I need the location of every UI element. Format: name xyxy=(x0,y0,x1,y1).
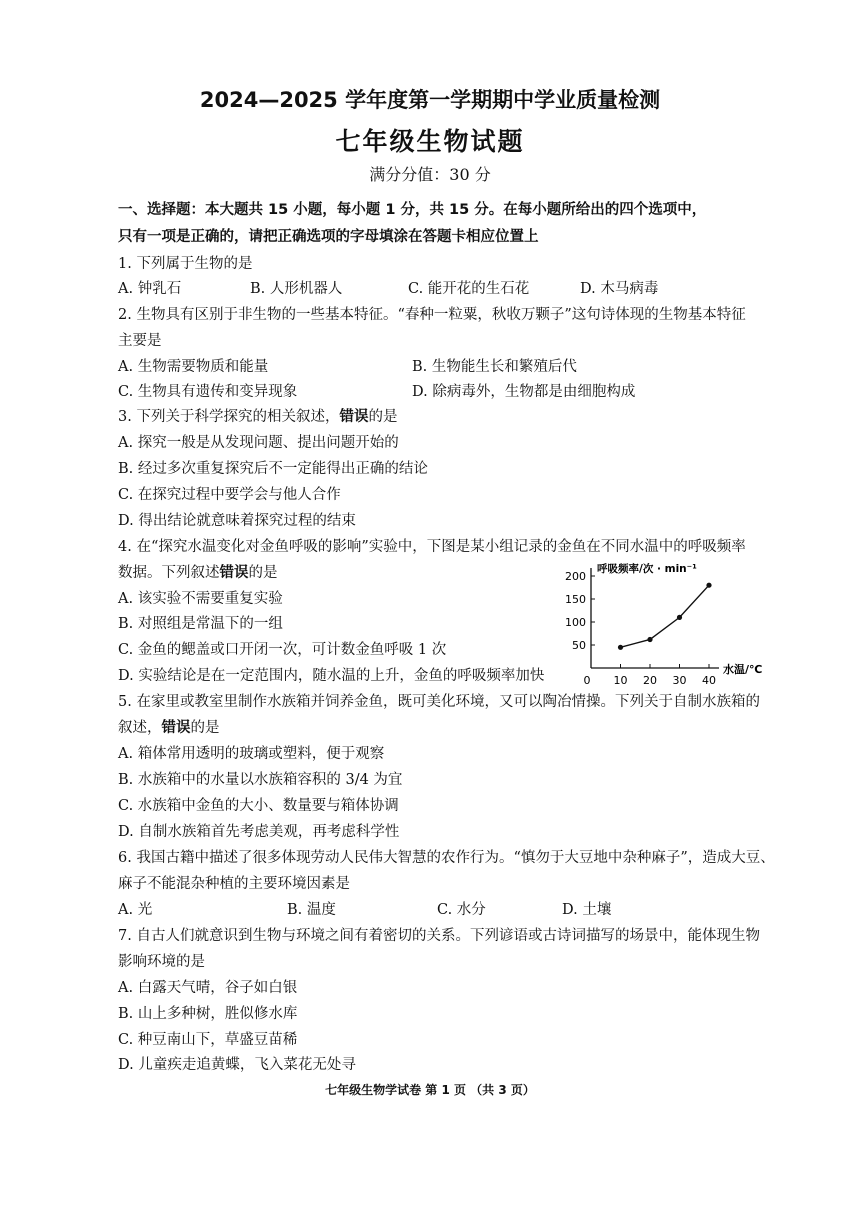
x-tick-label: 20 xyxy=(643,674,657,687)
q5-option-c: C. 水族箱中金鱼的大小、数量要与箱体协调 xyxy=(118,798,399,814)
q5-stem-emphasis: 错误 xyxy=(161,720,191,736)
respiration-chart xyxy=(555,558,763,688)
q3-stem-pre: 3. 下列关于科学探究的相关叙述， xyxy=(118,409,340,425)
q3-stem xyxy=(118,407,397,427)
q5-stem-2 xyxy=(118,718,220,738)
q3-option-c: C. 在探究过程中要学会与他人合作 xyxy=(118,487,341,503)
q2-option-b: B. 生物能生长和繁殖后代 xyxy=(412,359,577,375)
q6-option-a: A. 光 xyxy=(118,902,153,918)
y-axis-label: 呼吸频率/次 · min⁻¹ xyxy=(597,563,697,575)
x-tick-label: 30 xyxy=(672,674,687,687)
q3-stem-emphasis: 错误 xyxy=(339,409,369,425)
q4-stem-emphasis: 错误 xyxy=(219,565,249,581)
q5-option-a: A. 箱体常用透明的玻璃或塑料，便于观察 xyxy=(118,746,385,762)
page-footer: 七年级生物学试卷 第 1 页 （共 3 页） xyxy=(325,1083,535,1097)
q5-stem-1: 5. 在家里或教室里制作水族箱并饲养金鱼，既可美化环境，又可以陶冶情操。下列关于自制水族箱的 xyxy=(118,694,760,710)
y-tick-label: 50 xyxy=(572,639,586,652)
q1-stem: 1. 下列属于生物的是 xyxy=(118,256,253,272)
subject-title: 七年级生物试题 xyxy=(335,127,525,156)
q4-stem-2 xyxy=(118,563,278,583)
q5-stem-post: 的是 xyxy=(190,720,220,736)
q3-option-d: D. 得出结论就意味着探究过程的结束 xyxy=(118,513,356,529)
q4-option-c: C. 金鱼的鳃盖或口开闭一次，可计数金鱼呼吸 1 次 xyxy=(118,642,447,658)
data-point xyxy=(647,637,652,642)
q6-option-d: D. 土壤 xyxy=(562,902,612,918)
q4-stem-1: 4. 在“探究水温变化对金鱼呼吸的影响”实验中，下图是某小组记录的金鱼在不同水温中的呼吸频率 xyxy=(118,539,746,555)
q1-option-b: B. 人形机器人 xyxy=(250,281,343,297)
q7-stem-1: 7. 自古人们就意识到生物与环境之间有着密切的关系。下列谚语或古诗词描写的场景中，能体现生物 xyxy=(118,928,760,944)
q7-option-d: D. 儿童疾走追黄蝶，飞入菜花无处寻 xyxy=(118,1057,356,1073)
q4-option-b: B. 对照组是常温下的一组 xyxy=(118,616,283,632)
section-instruction-2: 只有一项是正确的，请把正确选项的字母填涂在答题卡相应位置上 xyxy=(118,229,539,245)
q3-option-a: A. 探究一般是从发现问题、提出问题开始的 xyxy=(118,435,399,451)
q3-option-b: B. 经过多次重复探究后不一定能得出正确的结论 xyxy=(118,461,428,477)
q6-option-c: C. 水分 xyxy=(437,902,486,918)
q5-option-d: D. 自制水族箱首先考虑美观，再考虑科学性 xyxy=(118,824,400,840)
q4-stem-post: 的是 xyxy=(248,565,278,581)
q2-option-c: C. 生物具有遗传和变异现象 xyxy=(118,384,298,400)
q5-stem-pre: 叙述， xyxy=(118,720,162,736)
series-line xyxy=(621,585,710,647)
section-instruction-1: 一、选择题：本大题共 15 小题，每小题 1 分，共 15 分。在每小题所给出的四个选项中， xyxy=(118,202,707,218)
data-point xyxy=(706,583,711,588)
q4-option-a: A. 该实验不需要重复实验 xyxy=(118,591,283,607)
q4-stem-pre: 数据。下列叙述 xyxy=(118,565,220,581)
q4-option-d: D. 实验结论是在一定范围内，随水温的上升，金鱼的呼吸频率加快 xyxy=(118,668,545,684)
data-point xyxy=(677,615,682,620)
q7-option-b: B. 山上多种树，胜似修水库 xyxy=(118,1006,298,1022)
y-tick-label: 100 xyxy=(565,616,586,629)
y-tick-label: 150 xyxy=(565,593,586,606)
q1-option-c: C. 能开花的生石花 xyxy=(408,281,530,297)
x-tick-label: 10 xyxy=(613,674,628,687)
q2-stem-2: 主要是 xyxy=(118,333,162,349)
q2-stem-1: 2. 生物具有区别于非生物的一些基本特征。“春种一粒粟，秋收万颗子”这句诗体现的生物基本特征 xyxy=(118,307,746,323)
x-tick-label: 40 xyxy=(702,674,716,687)
exam-title: 2024—2025 学年度第一学期期中学业质量检测 xyxy=(199,88,661,112)
q7-option-a: A. 白露天气晴，谷子如白银 xyxy=(118,980,298,996)
q6-stem-2: 麻子不能混杂种植的主要环境因素是 xyxy=(118,876,350,892)
q1-option-a: A. 钟乳石 xyxy=(118,281,182,297)
q1-option-d: D. 木马病毒 xyxy=(580,281,659,297)
y-tick-label: 200 xyxy=(565,570,586,583)
data-point xyxy=(618,645,623,650)
q7-option-c: C. 种豆南山下，草盛豆苗稀 xyxy=(118,1032,298,1048)
q6-option-b: B. 温度 xyxy=(287,902,336,918)
q6-stem-1: 6. 我国古籍中描述了很多体现劳动人民伟大智慧的农作行为。“慎勿于大豆地中杂种麻子”，造成大豆、 xyxy=(118,850,775,866)
x-axis-label: 水温/℃ xyxy=(723,663,763,676)
q5-option-b: B. 水族箱中的水量以水族箱容积的 3/4 为宜 xyxy=(118,772,403,788)
q2-option-a: A. 生物需要物质和能量 xyxy=(118,359,269,375)
score-note: 满分分值：30 分 xyxy=(369,165,491,184)
q3-stem-post: 的是 xyxy=(368,409,398,425)
q2-option-d: D. 除病毒外，生物都是由细胞构成 xyxy=(412,384,636,400)
q7-stem-2: 影响环境的是 xyxy=(118,954,205,970)
origin-label: 0 xyxy=(583,674,591,687)
